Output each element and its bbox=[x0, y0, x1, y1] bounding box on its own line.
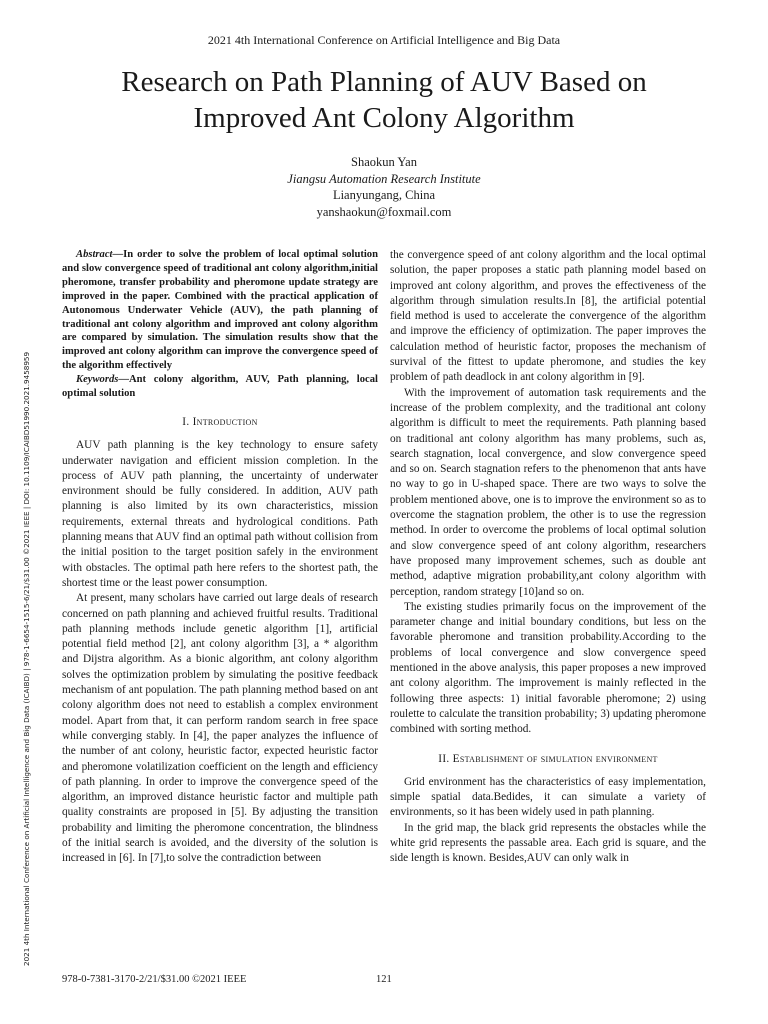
abstract-text: In order to solve the problem of local optimal solution and slow convergence speed of traditional ant colony algorithm,initial pheromone, transfer probability and pheromone update strategy are improved in the paper. Combined with the practical application of Autonomous Underwater Vehicle (AUV), the path planning of traditional ant colony algorithm and improved ant colony algorithm are compared by simulation. The simulation results show that the improved ant colony algorithm can improve the convergence speed of the algorithm effectively bbox=[62, 249, 378, 372]
intro-paragraph-2: At present, many scholars have carried out large deals of research concerned on path planning and achieved fruitful results. Traditional path planning methods include genetic algorithm [1], artificial potential field method [2], ant colony algorithm [3], a * algorithm and Dijstra algorithm. As a bionic algorithm, ant colony algorithm solves the optimization problem by simulating the positive feedback mechanism of ant population. The path planning method based on ant colony algorithm does not need to establish a complex environment model. Apart from that, it can perform random search in free space while converging stably. In [4], the paper analyzes the influence of the number of ant colony, heuristic factor, expected heuristic factor and pheromone volatilization coefficient on the length and efficiency of path planning. In order to improve the convergence speed of the algorithm, an improved distance heuristic factor and multiple path quality constraints are proposed in [5]. By adjusting the transition probability and limiting the pheromone concentration, the blindness of the initial search is avoided, and the diversity of the solution is increased in [6]. In [7],to solve the contradiction between bbox=[62, 592, 378, 865]
right-column bbox=[390, 248, 706, 867]
keywords-text: Ant colony algorithm, AUV, Path planning, local optimal solution bbox=[62, 374, 378, 400]
title-line-1: Research on Path Planning of AUV Based on bbox=[121, 66, 647, 98]
sidebar-doi-text: 2021 4th International Conference on Artificial Intelligence and Big Data (ICAIBD) | 978-1-6654-1515-6/21/$31.00 ©2021 IEEE | DOI: 10.1109/ICAIBD51990.2021.9458959 bbox=[22, 351, 31, 966]
section2-paragraph-2: In the grid map, the black grid represents the obstacles while the white grid represents the passable area. Each grid is square, and the side length is known. Besides,AUV can only walk in bbox=[390, 821, 706, 865]
title-line-2: Improved Ant Colony Algorithm bbox=[193, 102, 575, 134]
author-affiliation: Jiangsu Automation Research Institute bbox=[287, 171, 481, 186]
intro-paragraph-1: AUV path planning is the key technology to ensure safety underwater navigation and efficient mission completion. In the process of AUV path planning, the uncertainty of underwater environment should be fully considered. In addition, AUV path planning is also limited by its own characteristics, mission requirements, external threats and hydrological conditions. Path planning means that AUV find an optimal path without collision from the initial position to the target position safely in the environment with obstacles. The optimal path here refers to the shortest path, the shortest time or the least power consumption. bbox=[62, 439, 378, 589]
intro-paragraph-4: The existing studies primarily focus on the improvement of the parameter change and initial boundary conditions, but less on the favorable pheromone and transition probability.According to the problems of local convergence and slow convergence speed mentioned in the above analysis, this paper proposes a new improved ant colony algorithm. The improvement is mainly reflected in the following three aspects: 1) initial favorable pheromone; 2) using roulette to calculate the transition probability; 3) updating pheromone combined with sorting method. bbox=[390, 600, 706, 736]
keywords-dash: — bbox=[118, 374, 129, 386]
intro-paragraph-2-continued: the convergence speed of ant colony algorithm and the local optimal solution, the paper proposes a static path planning model based on improved ant colony algorithm, and proves the effectiveness of the algorithm through simulation results.In [8], the artificial potential field method is used to accelerate the convergence of the algorithm and improve the efficiency of optimization. The paper improves the calculation method of heuristic factor, proposes the mechanism of survival of the fittest to update pheromone, and studies the key problem of path deadlock in ant colony algorithm in [9]. bbox=[390, 249, 706, 384]
abstract-dash: — bbox=[112, 249, 124, 260]
left-column bbox=[62, 248, 378, 867]
section2-paragraph-1: Grid environment has the characteristics of easy implementation, simple spatial data.Bedides, it can simulate a variety of environments, so it has been widely used in path planning. bbox=[390, 775, 706, 819]
section-heading-introduction: I. Introduction bbox=[182, 415, 258, 428]
footer-isbn: 978-0-7381-3170-2/21/$31.00 ©2021 IEEE bbox=[62, 974, 247, 985]
intro-paragraph-3: With the improvement of automation task requirements and the increase of the problem complexity, and the traditional ant colony algorithm is difficult to meet the requirements. Path planning based on traditional ant colony algorithm has many problems, such as, search stagnation, local convergence, and slow convergence speed and so on. Search stagnation refers to the phenomenon that ants have no way to go in U-shaped space. There are two ways to solve the problem mentioned above, one is to improve the environment so as to overcome the stagnation problem, the other is to use the regression method. In order to overcome the problems of local optimal solution and slow convergence speed of ant colony algorithm, researchers have proposed many improvement schemes, such as double ant method, adaptive migration probability,ant colony algorithm with perception, random strategy [10]and so on. bbox=[390, 386, 706, 598]
section-heading-simulation-environment: II. Establishment of simulation environment bbox=[438, 752, 658, 765]
author-email: yanshaokun@foxmail.com bbox=[316, 204, 452, 219]
page-number: 121 bbox=[376, 974, 392, 985]
author-location: Lianyungang, China bbox=[332, 188, 436, 202]
abstract-label: Abstract bbox=[76, 249, 113, 260]
conference-header: 2021 4th International Conference on Artificial Intelligence and Big Data bbox=[207, 33, 561, 47]
paper-title bbox=[60, 64, 708, 136]
author-name: Shaokun Yan bbox=[351, 155, 417, 169]
abstract bbox=[62, 248, 378, 373]
author-block bbox=[0, 154, 768, 220]
keywords bbox=[62, 373, 378, 401]
keywords-label: Keywords bbox=[76, 374, 119, 386]
